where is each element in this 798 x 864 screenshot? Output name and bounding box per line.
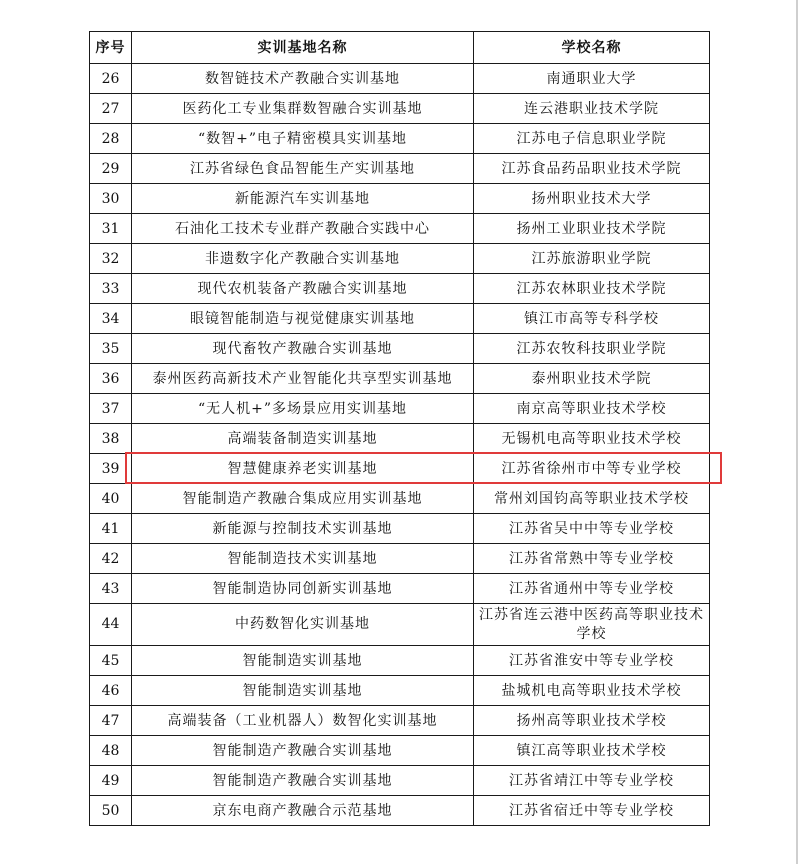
school-name-cell: 江苏省淮安中等专业学校 — [474, 646, 710, 676]
base-name-cell: 高端装备（工业机器人）数智化实训基地 — [132, 706, 474, 736]
serial-no-cell: 26 — [90, 64, 132, 94]
header-base-name: 实训基地名称 — [132, 32, 474, 64]
school-name-cell: 江苏省宿迁中等专业学校 — [474, 796, 710, 826]
header-school-name: 学校名称 — [474, 32, 710, 64]
table-row — [90, 484, 710, 514]
school-name-cell: 扬州工业职业技术学院 — [474, 214, 710, 244]
school-name-cell: 江苏食品药品职业技术学院 — [474, 154, 710, 184]
base-name-cell: 泰州医药高新技术产业智能化共享型实训基地 — [132, 364, 474, 394]
table-row — [90, 94, 710, 124]
serial-no-cell: 47 — [90, 706, 132, 736]
serial-no-cell: 44 — [90, 604, 132, 646]
school-name-cell: 连云港职业技术学院 — [474, 94, 710, 124]
base-name-cell: 现代农机装备产教融合实训基地 — [132, 274, 474, 304]
school-name-cell: 镇江市高等专科学校 — [474, 304, 710, 334]
school-name-cell: 扬州高等职业技术学校 — [474, 706, 710, 736]
base-name-cell: 智能制造协同创新实训基地 — [132, 574, 474, 604]
school-name-cell: 江苏省通州中等专业学校 — [474, 574, 710, 604]
serial-no-cell: 27 — [90, 94, 132, 124]
table-row — [90, 274, 710, 304]
table-header — [90, 32, 710, 64]
serial-no-cell: 35 — [90, 334, 132, 364]
base-name-cell: 现代畜牧产教融合实训基地 — [132, 334, 474, 364]
serial-no-cell: 32 — [90, 244, 132, 274]
table-row — [90, 706, 710, 736]
table-row — [90, 424, 710, 454]
base-name-cell: 智能制造产教融合实训基地 — [132, 736, 474, 766]
base-name-cell: 非遗数字化产教融合实训基地 — [132, 244, 474, 274]
school-name-cell: 盐城机电高等职业技术学校 — [474, 676, 710, 706]
base-name-cell: 智能制造产教融合集成应用实训基地 — [132, 484, 474, 514]
serial-no-cell: 43 — [90, 574, 132, 604]
table-row — [90, 514, 710, 544]
base-name-cell: 中药数智化实训基地 — [132, 604, 474, 646]
serial-no-cell: 28 — [90, 124, 132, 154]
base-name-cell: 智能制造产教融合实训基地 — [132, 766, 474, 796]
serial-no-cell: 41 — [90, 514, 132, 544]
base-name-cell: 高端装备制造实训基地 — [132, 424, 474, 454]
school-name-cell: 江苏省靖江中等专业学校 — [474, 766, 710, 796]
school-name-cell: 泰州职业技术学院 — [474, 364, 710, 394]
serial-no-cell: 40 — [90, 484, 132, 514]
school-name-cell: 镇江高等职业技术学校 — [474, 736, 710, 766]
base-name-cell: 医药化工专业集群数智融合实训基地 — [132, 94, 474, 124]
serial-no-cell: 50 — [90, 796, 132, 826]
table-row — [90, 544, 710, 574]
school-name-cell: 南京高等职业技术学校 — [474, 394, 710, 424]
base-name-cell: “数智+”电子精密模具实训基地 — [132, 124, 474, 154]
school-name-cell: 常州刘国钧高等职业技术学校 — [474, 484, 710, 514]
serial-no-cell: 30 — [90, 184, 132, 214]
table-row — [90, 304, 710, 334]
serial-no-cell: 36 — [90, 364, 132, 394]
base-name-cell: 智能制造技术实训基地 — [132, 544, 474, 574]
base-name-cell: 眼镜智能制造与视觉健康实训基地 — [132, 304, 474, 334]
table-row — [90, 766, 710, 796]
table-row — [90, 574, 710, 604]
base-name-cell: 智慧健康养老实训基地 — [132, 454, 474, 484]
table-row — [90, 364, 710, 394]
base-name-cell: 数智链技术产教融合实训基地 — [132, 64, 474, 94]
base-name-cell: 石油化工技术专业群产教融合实践中心 — [132, 214, 474, 244]
serial-no-cell: 38 — [90, 424, 132, 454]
table-row — [90, 604, 710, 646]
school-name-cell: 江苏省常熟中等专业学校 — [474, 544, 710, 574]
table-body — [90, 64, 710, 826]
serial-no-cell: 37 — [90, 394, 132, 424]
serial-no-cell: 34 — [90, 304, 132, 334]
serial-no-cell: 49 — [90, 766, 132, 796]
school-name-cell: 无锡机电高等职业技术学校 — [474, 424, 710, 454]
table-row — [90, 736, 710, 766]
table-row — [90, 394, 710, 424]
school-name-cell: 江苏农牧科技职业学院 — [474, 334, 710, 364]
school-name-cell: 江苏省连云港中医药高等职业技术学校 — [474, 604, 710, 646]
table-row — [90, 454, 710, 484]
serial-no-cell: 48 — [90, 736, 132, 766]
serial-no-cell: 46 — [90, 676, 132, 706]
school-name-cell: 江苏农林职业技术学院 — [474, 274, 710, 304]
table-row — [90, 796, 710, 826]
school-name-cell: 江苏省徐州市中等专业学校 — [474, 454, 710, 484]
base-name-cell: 智能制造实训基地 — [132, 676, 474, 706]
school-name-cell: 扬州职业技术大学 — [474, 184, 710, 214]
serial-no-cell: 45 — [90, 646, 132, 676]
serial-no-cell: 39 — [90, 454, 132, 484]
base-name-cell: 江苏省绿色食品智能生产实训基地 — [132, 154, 474, 184]
table-row — [90, 244, 710, 274]
base-name-cell: 京东电商产教融合示范基地 — [132, 796, 474, 826]
base-name-cell: “无人机+”多场景应用实训基地 — [132, 394, 474, 424]
school-name-cell: 江苏电子信息职业学院 — [474, 124, 710, 154]
table-row — [90, 64, 710, 94]
table-row — [90, 124, 710, 154]
school-name-cell: 江苏旅游职业学院 — [474, 244, 710, 274]
base-name-cell: 新能源汽车实训基地 — [132, 184, 474, 214]
base-name-cell: 新能源与控制技术实训基地 — [132, 514, 474, 544]
table-row — [90, 676, 710, 706]
training-base-table — [89, 31, 710, 826]
serial-no-cell: 31 — [90, 214, 132, 244]
serial-no-cell: 42 — [90, 544, 132, 574]
header-row — [90, 32, 710, 64]
table-row — [90, 214, 710, 244]
school-name-cell: 江苏省吴中中等专业学校 — [474, 514, 710, 544]
school-name-cell: 南通职业大学 — [474, 64, 710, 94]
table-row — [90, 646, 710, 676]
serial-no-cell: 33 — [90, 274, 132, 304]
serial-no-cell: 29 — [90, 154, 132, 184]
table-row — [90, 334, 710, 364]
table-row — [90, 184, 710, 214]
base-name-cell: 智能制造实训基地 — [132, 646, 474, 676]
table-row — [90, 154, 710, 184]
header-serial-no: 序号 — [90, 32, 132, 64]
